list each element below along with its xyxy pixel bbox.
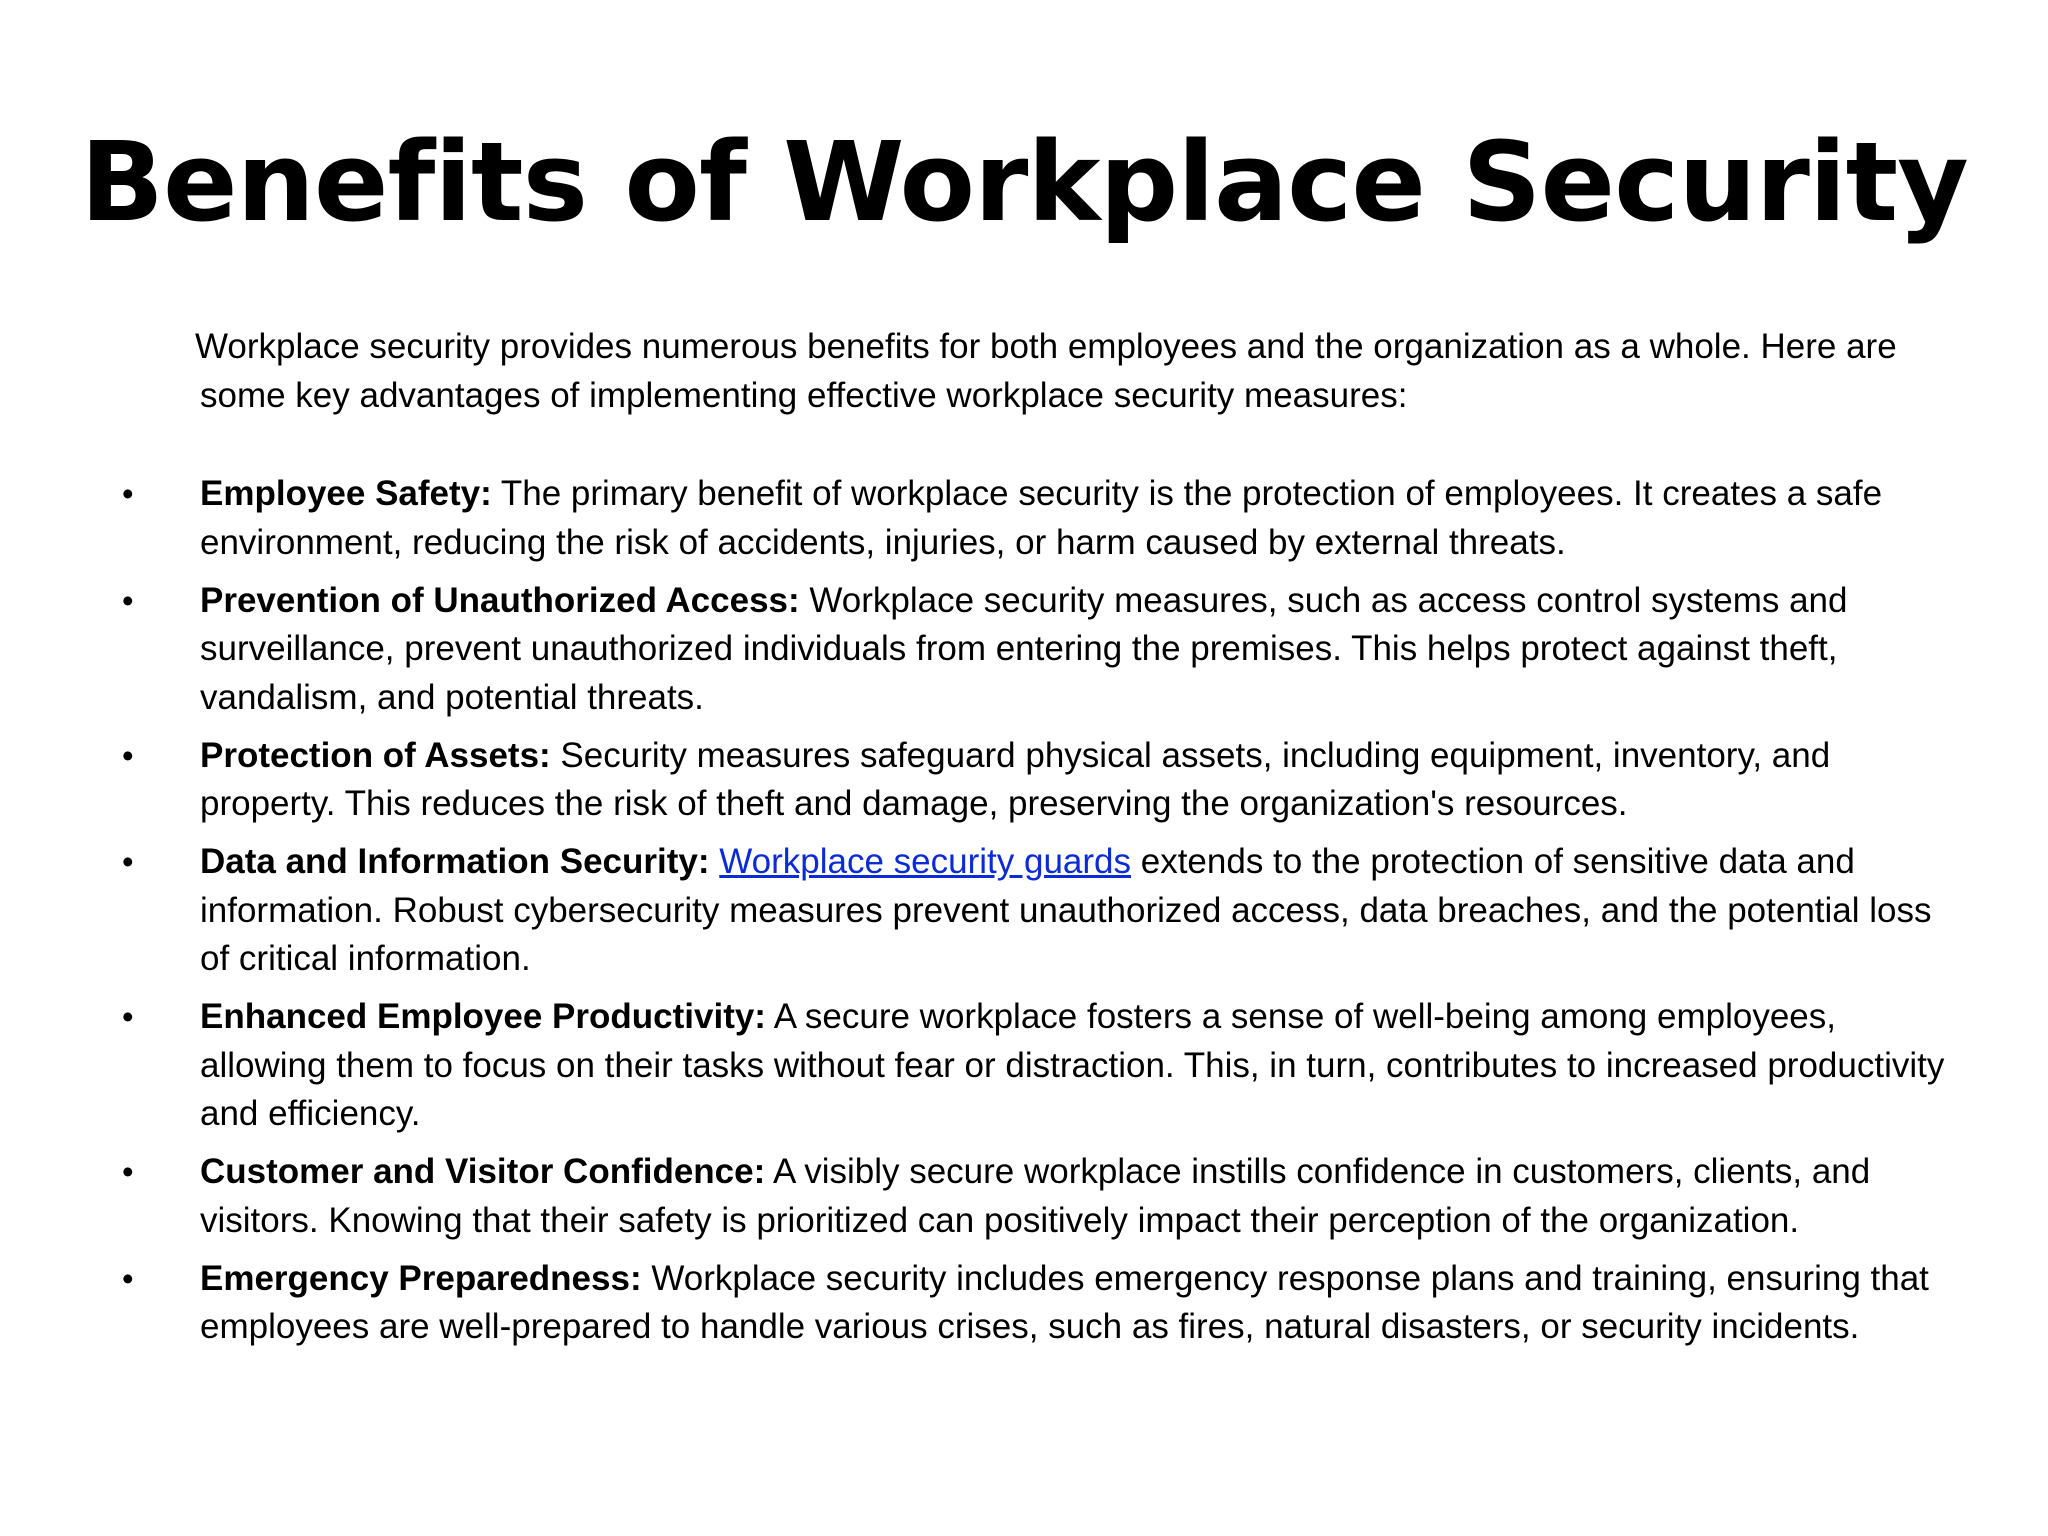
bullet-icon: •	[122, 998, 134, 1035]
benefit-asset-protection	[120, 732, 1950, 829]
benefit-text: Workplace security measures, such as access control systems and surveillance, prevent unauthorized individuals from entering the premises. This helps protect against theft, vandalism, and potential threats.	[200, 580, 1848, 717]
bullet-icon: •	[122, 1153, 134, 1190]
benefit-term: Emergency Preparedness:	[200, 1258, 642, 1298]
benefit-term: Data and Information Security:	[200, 842, 710, 881]
benefit-term: Employee Safety:	[200, 474, 492, 513]
workplace-security-guards-link[interactable]: Workplace security guards	[719, 842, 1132, 881]
benefit-term: Protection of Assets:	[200, 735, 551, 775]
benefit-text: The primary benefit of workplace security is the protection of employees. It creates a safe environment, reducing the risk of accidents, injuries, or harm caused by external threats.	[200, 474, 1883, 562]
benefit-text: A visibly secure workplace instills confidence in customers, clients, and visitors. Knowing that their safety is prioritized can positively impact their perception of the organization.	[200, 1152, 1871, 1240]
benefit-text: A secure workplace fosters a sense of well-being among employees, allowing them to focus on their tasks without fear or distraction. This, in turn, contributes to increased productivity and efficiency.	[200, 997, 1945, 1133]
benefit-unauthorized-access	[120, 577, 1950, 723]
benefit-term: Enhanced Employee Productivity:	[200, 997, 766, 1036]
benefit-emergency-preparedness	[120, 1255, 1950, 1352]
slide-title: Benefits of Workplace Security	[80, 118, 1968, 246]
benefit-term: Customer and Visitor Confidence:	[200, 1152, 766, 1191]
benefit-productivity	[120, 993, 1950, 1139]
benefit-customer-confidence	[120, 1148, 1950, 1245]
benefit-text: Workplace security includes emergency response plans and training, ensuring that employees are well-prepared to handle various crises, such as fires, natural disasters, or security incidents.	[200, 1258, 1929, 1346]
intro-paragraph: Workplace security provides numerous benefits for both employees and the organization as a whole. Here are some key advantages of implementing effective workplace security measures:	[195, 327, 1897, 415]
benefit-data-security	[120, 838, 1950, 984]
bullet-icon: •	[122, 736, 134, 774]
benefit-text: extends to the protection of sensitive data and information. Robust cybersecurity measures prevent unauthorized access, data breaches, and the potential loss of critical information.	[200, 842, 1932, 978]
bullet-icon: •	[122, 475, 134, 512]
benefit-employee-safety	[120, 470, 1950, 567]
bullet-icon: •	[122, 1259, 134, 1297]
benefit-text: Security measures safeguard physical assets, including equipment, inventory, and property. This reduces the risk of theft and damage, preserving the organization's resources.	[200, 735, 1831, 823]
benefit-term: Prevention of Unauthorized Access:	[200, 580, 800, 620]
benefits-list	[120, 470, 1950, 1352]
bullet-icon: •	[122, 581, 134, 619]
bullet-icon: •	[122, 843, 134, 880]
slide-content	[120, 322, 1950, 1361]
